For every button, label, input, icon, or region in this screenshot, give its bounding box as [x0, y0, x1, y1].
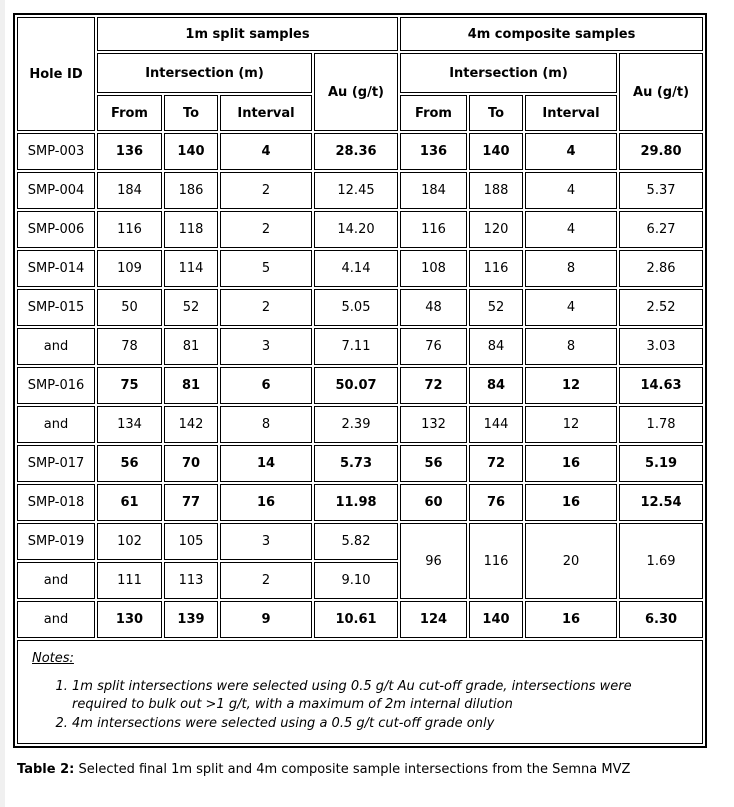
au-1m-cell: 11.98 [314, 484, 398, 521]
au-1m-cell: 10.61 [314, 601, 398, 638]
interval-1m-cell: 2 [220, 562, 312, 599]
interval-1m-cell: 5 [220, 250, 312, 287]
from-4m-merged-cell: 96 [400, 523, 467, 599]
col-header-interval-1m: Interval [220, 95, 312, 131]
au-4m-merged-cell: 1.69 [619, 523, 703, 599]
from-4m-cell: 136 [400, 133, 467, 170]
interval-4m-cell: 12 [525, 367, 617, 404]
page-edge-strip [0, 0, 5, 807]
hole-id-cell: SMP-006 [17, 211, 95, 248]
table-row-smp-015-and [17, 328, 703, 365]
table-row-smp-017 [17, 445, 703, 482]
from-1m-cell: 116 [97, 211, 162, 248]
to-4m-cell: 188 [469, 172, 523, 209]
to-4m-cell: 52 [469, 289, 523, 326]
interval-4m-cell: 16 [525, 445, 617, 482]
from-4m-cell: 60 [400, 484, 467, 521]
from-1m-cell: 102 [97, 523, 162, 560]
table-row-smp-016 [17, 367, 703, 404]
group-header-1m-split: 1m split samples [97, 17, 398, 51]
to-4m-cell: 144 [469, 406, 523, 443]
caption-text: Selected final 1m split and 4m composite sample intersections from the Semna MVZ [78, 761, 631, 777]
hole-id-cell: and [17, 601, 95, 638]
from-4m-cell: 108 [400, 250, 467, 287]
to-1m-cell: 118 [164, 211, 218, 248]
interval-1m-cell: 16 [220, 484, 312, 521]
col-header-intersection-1m: Intersection (m) [97, 53, 312, 93]
au-1m-cell: 50.07 [314, 367, 398, 404]
interval-1m-cell: 6 [220, 367, 312, 404]
to-1m-cell: 105 [164, 523, 218, 560]
col-header-interval-4m: Interval [525, 95, 617, 131]
interval-4m-cell: 12 [525, 406, 617, 443]
to-1m-cell: 70 [164, 445, 218, 482]
from-1m-cell: 75 [97, 367, 162, 404]
interval-4m-cell: 4 [525, 133, 617, 170]
table-row-smp-003 [17, 133, 703, 170]
to-4m-cell: 140 [469, 601, 523, 638]
from-4m-cell: 184 [400, 172, 467, 209]
col-header-intersection-4m: Intersection (m) [400, 53, 617, 93]
to-1m-cell: 186 [164, 172, 218, 209]
table-caption [17, 762, 734, 777]
interval-1m-cell: 14 [220, 445, 312, 482]
hole-id-cell: SMP-019 [17, 523, 95, 560]
hole-id-cell: and [17, 562, 95, 599]
from-1m-cell: 184 [97, 172, 162, 209]
interval-4m-cell: 4 [525, 211, 617, 248]
to-1m-cell: 142 [164, 406, 218, 443]
interval-1m-cell: 2 [220, 289, 312, 326]
col-header-to-1m: To [164, 95, 218, 131]
interval-4m-cell: 8 [525, 328, 617, 365]
to-4m-cell: 84 [469, 367, 523, 404]
to-1m-cell: 52 [164, 289, 218, 326]
table-row-smp-019 [17, 523, 703, 560]
au-4m-cell: 5.19 [619, 445, 703, 482]
to-1m-cell: 77 [164, 484, 218, 521]
hole-id-cell: and [17, 406, 95, 443]
to-1m-cell: 140 [164, 133, 218, 170]
to-4m-merged-cell: 116 [469, 523, 523, 599]
to-1m-cell: 81 [164, 367, 218, 404]
au-1m-cell: 5.05 [314, 289, 398, 326]
hole-id-cell: SMP-018 [17, 484, 95, 521]
au-1m-cell: 28.36 [314, 133, 398, 170]
interval-4m-cell: 16 [525, 601, 617, 638]
table-row-smp-014 [17, 250, 703, 287]
intersections-table [13, 13, 707, 748]
au-4m-cell: 5.37 [619, 172, 703, 209]
interval-1m-cell: 3 [220, 328, 312, 365]
caption-label: Table 2: [17, 761, 75, 777]
au-4m-cell: 6.30 [619, 601, 703, 638]
col-header-to-4m: To [469, 95, 523, 131]
table-row-smp-018 [17, 484, 703, 521]
au-4m-cell: 3.03 [619, 328, 703, 365]
from-1m-cell: 111 [97, 562, 162, 599]
col-header-from-1m: From [97, 95, 162, 131]
notes-row [17, 640, 703, 744]
hole-id-cell: SMP-016 [17, 367, 95, 404]
to-1m-cell: 139 [164, 601, 218, 638]
table-row-smp-016-and [17, 406, 703, 443]
notes-block [17, 640, 703, 744]
au-4m-cell: 6.27 [619, 211, 703, 248]
hole-id-cell: and [17, 328, 95, 365]
interval-4m-cell: 4 [525, 289, 617, 326]
to-4m-cell: 120 [469, 211, 523, 248]
au-1m-cell: 9.10 [314, 562, 398, 599]
to-1m-cell: 114 [164, 250, 218, 287]
hole-id-cell: SMP-015 [17, 289, 95, 326]
table-header [17, 17, 703, 131]
to-4m-cell: 72 [469, 445, 523, 482]
to-4m-cell: 84 [469, 328, 523, 365]
col-header-au-1m: Au (g/t) [314, 53, 398, 131]
header-row-groups [17, 17, 703, 51]
au-4m-cell: 1.78 [619, 406, 703, 443]
note-item-1: 1. 1m split intersections were selected using 0.5 g/t Au cut-off grade, intersections were required to bulk out >1 g/t, with a maximum of 2m internal dilution [72, 678, 688, 713]
au-4m-cell: 12.54 [619, 484, 703, 521]
to-4m-cell: 76 [469, 484, 523, 521]
au-1m-cell: 2.39 [314, 406, 398, 443]
interval-1m-cell: 9 [220, 601, 312, 638]
from-1m-cell: 56 [97, 445, 162, 482]
from-4m-cell: 72 [400, 367, 467, 404]
interval-1m-cell: 3 [220, 523, 312, 560]
header-row-intersection [17, 53, 703, 93]
au-1m-cell: 14.20 [314, 211, 398, 248]
from-1m-cell: 134 [97, 406, 162, 443]
to-1m-cell: 113 [164, 562, 218, 599]
au-4m-cell: 2.52 [619, 289, 703, 326]
notes-title: Notes: [32, 651, 74, 666]
from-1m-cell: 136 [97, 133, 162, 170]
interval-4m-cell: 16 [525, 484, 617, 521]
au-1m-cell: 5.73 [314, 445, 398, 482]
interval-1m-cell: 2 [220, 172, 312, 209]
au-4m-cell: 2.86 [619, 250, 703, 287]
au-4m-cell: 29.80 [619, 133, 703, 170]
interval-1m-cell: 8 [220, 406, 312, 443]
hole-id-cell: SMP-004 [17, 172, 95, 209]
notes-list [32, 678, 688, 733]
to-1m-cell: 81 [164, 328, 218, 365]
table-row-smp-019-and-2 [17, 601, 703, 638]
table-body [17, 133, 703, 744]
from-4m-cell: 124 [400, 601, 467, 638]
group-header-4m-composite: 4m composite samples [400, 17, 703, 51]
interval-4m-cell: 8 [525, 250, 617, 287]
au-1m-cell: 12.45 [314, 172, 398, 209]
hole-id-cell: SMP-017 [17, 445, 95, 482]
from-1m-cell: 109 [97, 250, 162, 287]
to-4m-cell: 140 [469, 133, 523, 170]
hole-id-cell: SMP-014 [17, 250, 95, 287]
from-4m-cell: 56 [400, 445, 467, 482]
from-4m-cell: 116 [400, 211, 467, 248]
col-header-from-4m: From [400, 95, 467, 131]
col-header-hole-id: Hole ID [17, 17, 95, 131]
col-header-au-4m: Au (g/t) [619, 53, 703, 131]
interval-4m-merged-cell: 20 [525, 523, 617, 599]
from-1m-cell: 130 [97, 601, 162, 638]
from-1m-cell: 61 [97, 484, 162, 521]
au-4m-cell: 14.63 [619, 367, 703, 404]
au-1m-cell: 7.11 [314, 328, 398, 365]
hole-id-cell: SMP-003 [17, 133, 95, 170]
to-4m-cell: 116 [469, 250, 523, 287]
table-row-smp-015 [17, 289, 703, 326]
au-1m-cell: 5.82 [314, 523, 398, 560]
from-1m-cell: 78 [97, 328, 162, 365]
from-4m-cell: 48 [400, 289, 467, 326]
interval-4m-cell: 4 [525, 172, 617, 209]
from-4m-cell: 76 [400, 328, 467, 365]
from-4m-cell: 132 [400, 406, 467, 443]
au-1m-cell: 4.14 [314, 250, 398, 287]
table-row-smp-006 [17, 211, 703, 248]
note-item-2: 2. 4m intersections were selected using a 0.5 g/t cut-off grade only [72, 715, 688, 733]
table-row-smp-004 [17, 172, 703, 209]
interval-1m-cell: 4 [220, 133, 312, 170]
interval-1m-cell: 2 [220, 211, 312, 248]
from-1m-cell: 50 [97, 289, 162, 326]
